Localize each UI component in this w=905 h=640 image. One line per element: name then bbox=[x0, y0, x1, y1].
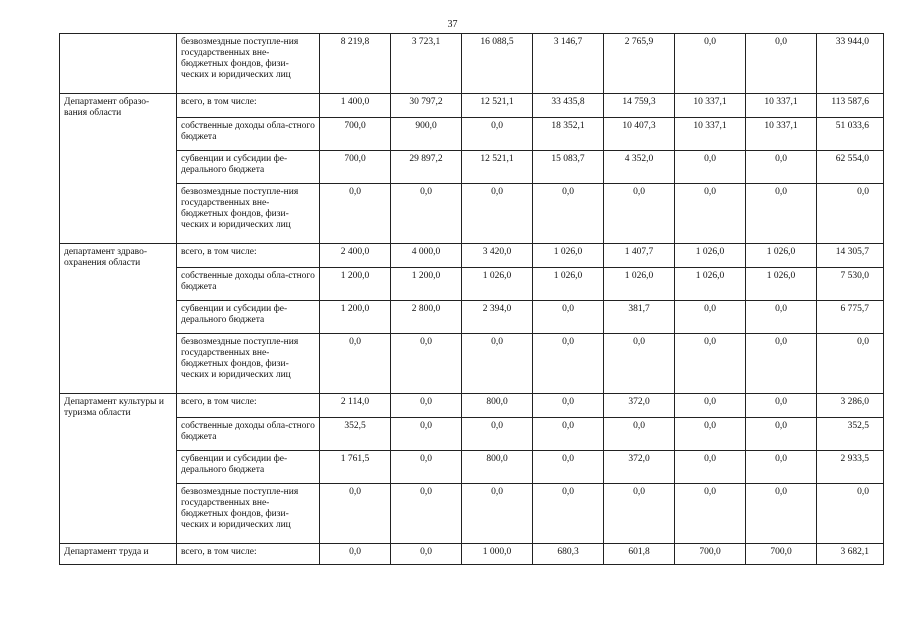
value-cell: 680,3 bbox=[533, 544, 604, 565]
value-cell: 0,0 bbox=[746, 34, 817, 94]
value-cell: 0,0 bbox=[604, 184, 675, 244]
total-cell: 51 033,6 bbox=[817, 118, 884, 151]
value-cell: 0,0 bbox=[391, 184, 462, 244]
value-cell: 0,0 bbox=[604, 334, 675, 394]
value-cell: 10 407,3 bbox=[604, 118, 675, 151]
value-cell: 601,8 bbox=[604, 544, 675, 565]
value-cell: 1 026,0 bbox=[746, 268, 817, 301]
value-cell: 0,0 bbox=[320, 544, 391, 565]
department-cell bbox=[60, 34, 177, 94]
value-cell: 0,0 bbox=[391, 451, 462, 484]
table-row bbox=[60, 34, 884, 94]
value-cell: 0,0 bbox=[746, 334, 817, 394]
value-cell: 2 400,0 bbox=[320, 244, 391, 268]
table-row bbox=[60, 151, 884, 184]
value-cell: 0,0 bbox=[462, 184, 533, 244]
value-cell: 800,0 bbox=[462, 394, 533, 418]
value-cell: 372,0 bbox=[604, 394, 675, 418]
value-cell: 0,0 bbox=[391, 394, 462, 418]
value-cell: 0,0 bbox=[462, 418, 533, 451]
value-cell: 0,0 bbox=[391, 334, 462, 394]
value-cell: 1 026,0 bbox=[604, 268, 675, 301]
value-cell: 2 394,0 bbox=[462, 301, 533, 334]
table-row bbox=[60, 394, 884, 418]
total-cell: 0,0 bbox=[817, 184, 884, 244]
value-cell: 1 200,0 bbox=[391, 268, 462, 301]
budget-table bbox=[59, 33, 884, 565]
value-cell: 0,0 bbox=[391, 418, 462, 451]
value-cell: 0,0 bbox=[604, 484, 675, 544]
value-cell: 0,0 bbox=[675, 151, 746, 184]
value-cell: 18 352,1 bbox=[533, 118, 604, 151]
value-cell: 0,0 bbox=[675, 34, 746, 94]
total-cell: 6 775,7 bbox=[817, 301, 884, 334]
value-cell: 1 026,0 bbox=[533, 244, 604, 268]
value-cell: 0,0 bbox=[746, 184, 817, 244]
table-row bbox=[60, 244, 884, 268]
table-row bbox=[60, 268, 884, 301]
revenue-type-cell: субвенции и субсидии фе-дерального бюджета bbox=[177, 451, 320, 484]
value-cell: 0,0 bbox=[675, 334, 746, 394]
value-cell: 0,0 bbox=[391, 484, 462, 544]
revenue-type-cell: всего, в том числе: bbox=[177, 94, 320, 118]
value-cell: 1 026,0 bbox=[746, 244, 817, 268]
value-cell: 0,0 bbox=[391, 544, 462, 565]
value-cell: 0,0 bbox=[533, 418, 604, 451]
value-cell: 700,0 bbox=[746, 544, 817, 565]
value-cell: 10 337,1 bbox=[746, 94, 817, 118]
total-cell: 33 944,0 bbox=[817, 34, 884, 94]
value-cell: 700,0 bbox=[675, 544, 746, 565]
value-cell: 0,0 bbox=[462, 484, 533, 544]
value-cell: 1 200,0 bbox=[320, 268, 391, 301]
total-cell: 3 286,0 bbox=[817, 394, 884, 418]
value-cell: 10 337,1 bbox=[746, 118, 817, 151]
value-cell: 0,0 bbox=[320, 184, 391, 244]
revenue-type-cell: собственные доходы обла-стного бюджета bbox=[177, 418, 320, 451]
department-cell: Департамент труда и bbox=[60, 544, 177, 565]
total-cell: 7 530,0 bbox=[817, 268, 884, 301]
value-cell: 3 420,0 bbox=[462, 244, 533, 268]
value-cell: 0,0 bbox=[462, 334, 533, 394]
table-row bbox=[60, 418, 884, 451]
total-cell: 62 554,0 bbox=[817, 151, 884, 184]
value-cell: 0,0 bbox=[320, 484, 391, 544]
revenue-type-cell: всего, в том числе: bbox=[177, 244, 320, 268]
value-cell: 12 521,1 bbox=[462, 151, 533, 184]
value-cell: 2 765,9 bbox=[604, 34, 675, 94]
value-cell: 0,0 bbox=[675, 184, 746, 244]
table-row bbox=[60, 94, 884, 118]
value-cell: 1 026,0 bbox=[675, 244, 746, 268]
revenue-type-cell: субвенции и субсидии фе-дерального бюджета bbox=[177, 151, 320, 184]
page-number: 37 bbox=[447, 19, 458, 30]
value-cell: 14 759,3 bbox=[604, 94, 675, 118]
value-cell: 2 800,0 bbox=[391, 301, 462, 334]
revenue-type-cell: безвозмездные поступле-ния государственных вне-бюджетных фондов, физи-ческих и юридических лиц bbox=[177, 484, 320, 544]
table-row bbox=[60, 118, 884, 151]
total-cell: 0,0 bbox=[817, 334, 884, 394]
value-cell: 15 083,7 bbox=[533, 151, 604, 184]
revenue-type-cell: субвенции и субсидии фе-дерального бюджета bbox=[177, 301, 320, 334]
value-cell: 800,0 bbox=[462, 451, 533, 484]
value-cell: 0,0 bbox=[320, 334, 391, 394]
total-cell: 0,0 bbox=[817, 484, 884, 544]
value-cell: 1 761,5 bbox=[320, 451, 391, 484]
value-cell: 0,0 bbox=[675, 394, 746, 418]
table-row bbox=[60, 451, 884, 484]
value-cell: 16 088,5 bbox=[462, 34, 533, 94]
value-cell: 1 400,0 bbox=[320, 94, 391, 118]
table-row bbox=[60, 334, 884, 394]
value-cell: 0,0 bbox=[533, 451, 604, 484]
value-cell: 10 337,1 bbox=[675, 118, 746, 151]
total-cell: 113 587,6 bbox=[817, 94, 884, 118]
value-cell: 0,0 bbox=[675, 451, 746, 484]
value-cell: 0,0 bbox=[462, 118, 533, 151]
value-cell: 0,0 bbox=[746, 484, 817, 544]
value-cell: 8 219,8 bbox=[320, 34, 391, 94]
total-cell: 3 682,1 bbox=[817, 544, 884, 565]
revenue-type-cell: собственные доходы обла-стного бюджета bbox=[177, 118, 320, 151]
value-cell: 0,0 bbox=[746, 451, 817, 484]
value-cell: 0,0 bbox=[604, 418, 675, 451]
value-cell: 372,0 bbox=[604, 451, 675, 484]
total-cell: 14 305,7 bbox=[817, 244, 884, 268]
table-row bbox=[60, 484, 884, 544]
department-cell: департамент здраво-охранения области bbox=[60, 244, 177, 394]
value-cell: 3 723,1 bbox=[391, 34, 462, 94]
department-cell: Департамент образо-вания области bbox=[60, 94, 177, 244]
revenue-type-cell: безвозмездные поступле-ния государственных вне-бюджетных фондов, физи-ческих и юридических лиц bbox=[177, 34, 320, 94]
revenue-type-cell: безвозмездные поступле-ния государственных вне-бюджетных фондов, физи-ческих и юридических лиц bbox=[177, 334, 320, 394]
revenue-type-cell: всего, в том числе: bbox=[177, 394, 320, 418]
value-cell: 2 114,0 bbox=[320, 394, 391, 418]
value-cell: 4 352,0 bbox=[604, 151, 675, 184]
value-cell: 1 026,0 bbox=[462, 268, 533, 301]
value-cell: 30 797,2 bbox=[391, 94, 462, 118]
total-cell: 2 933,5 bbox=[817, 451, 884, 484]
value-cell: 0,0 bbox=[746, 301, 817, 334]
revenue-type-cell: безвозмездные поступле-ния государственных вне-бюджетных фондов, физи-ческих и юридических лиц bbox=[177, 184, 320, 244]
value-cell: 0,0 bbox=[746, 418, 817, 451]
total-cell: 352,5 bbox=[817, 418, 884, 451]
value-cell: 0,0 bbox=[746, 394, 817, 418]
value-cell: 1 407,7 bbox=[604, 244, 675, 268]
value-cell: 352,5 bbox=[320, 418, 391, 451]
value-cell: 0,0 bbox=[533, 301, 604, 334]
revenue-type-cell: собственные доходы обла-стного бюджета bbox=[177, 268, 320, 301]
table-row bbox=[60, 544, 884, 565]
value-cell: 700,0 bbox=[320, 118, 391, 151]
value-cell: 1 000,0 bbox=[462, 544, 533, 565]
value-cell: 1 026,0 bbox=[675, 268, 746, 301]
department-cell: Департамент культуры и туризма области bbox=[60, 394, 177, 544]
value-cell: 0,0 bbox=[675, 418, 746, 451]
value-cell: 0,0 bbox=[675, 301, 746, 334]
value-cell: 0,0 bbox=[533, 334, 604, 394]
value-cell: 0,0 bbox=[533, 394, 604, 418]
table-row bbox=[60, 301, 884, 334]
value-cell: 0,0 bbox=[533, 484, 604, 544]
value-cell: 0,0 bbox=[746, 151, 817, 184]
value-cell: 33 435,8 bbox=[533, 94, 604, 118]
value-cell: 12 521,1 bbox=[462, 94, 533, 118]
value-cell: 900,0 bbox=[391, 118, 462, 151]
value-cell: 4 000,0 bbox=[391, 244, 462, 268]
value-cell: 0,0 bbox=[675, 484, 746, 544]
value-cell: 0,0 bbox=[533, 184, 604, 244]
value-cell: 29 897,2 bbox=[391, 151, 462, 184]
revenue-type-cell: всего, в том числе: bbox=[177, 544, 320, 565]
value-cell: 10 337,1 bbox=[675, 94, 746, 118]
value-cell: 1 200,0 bbox=[320, 301, 391, 334]
value-cell: 1 026,0 bbox=[533, 268, 604, 301]
value-cell: 381,7 bbox=[604, 301, 675, 334]
table-row bbox=[60, 184, 884, 244]
value-cell: 3 146,7 bbox=[533, 34, 604, 94]
value-cell: 700,0 bbox=[320, 151, 391, 184]
